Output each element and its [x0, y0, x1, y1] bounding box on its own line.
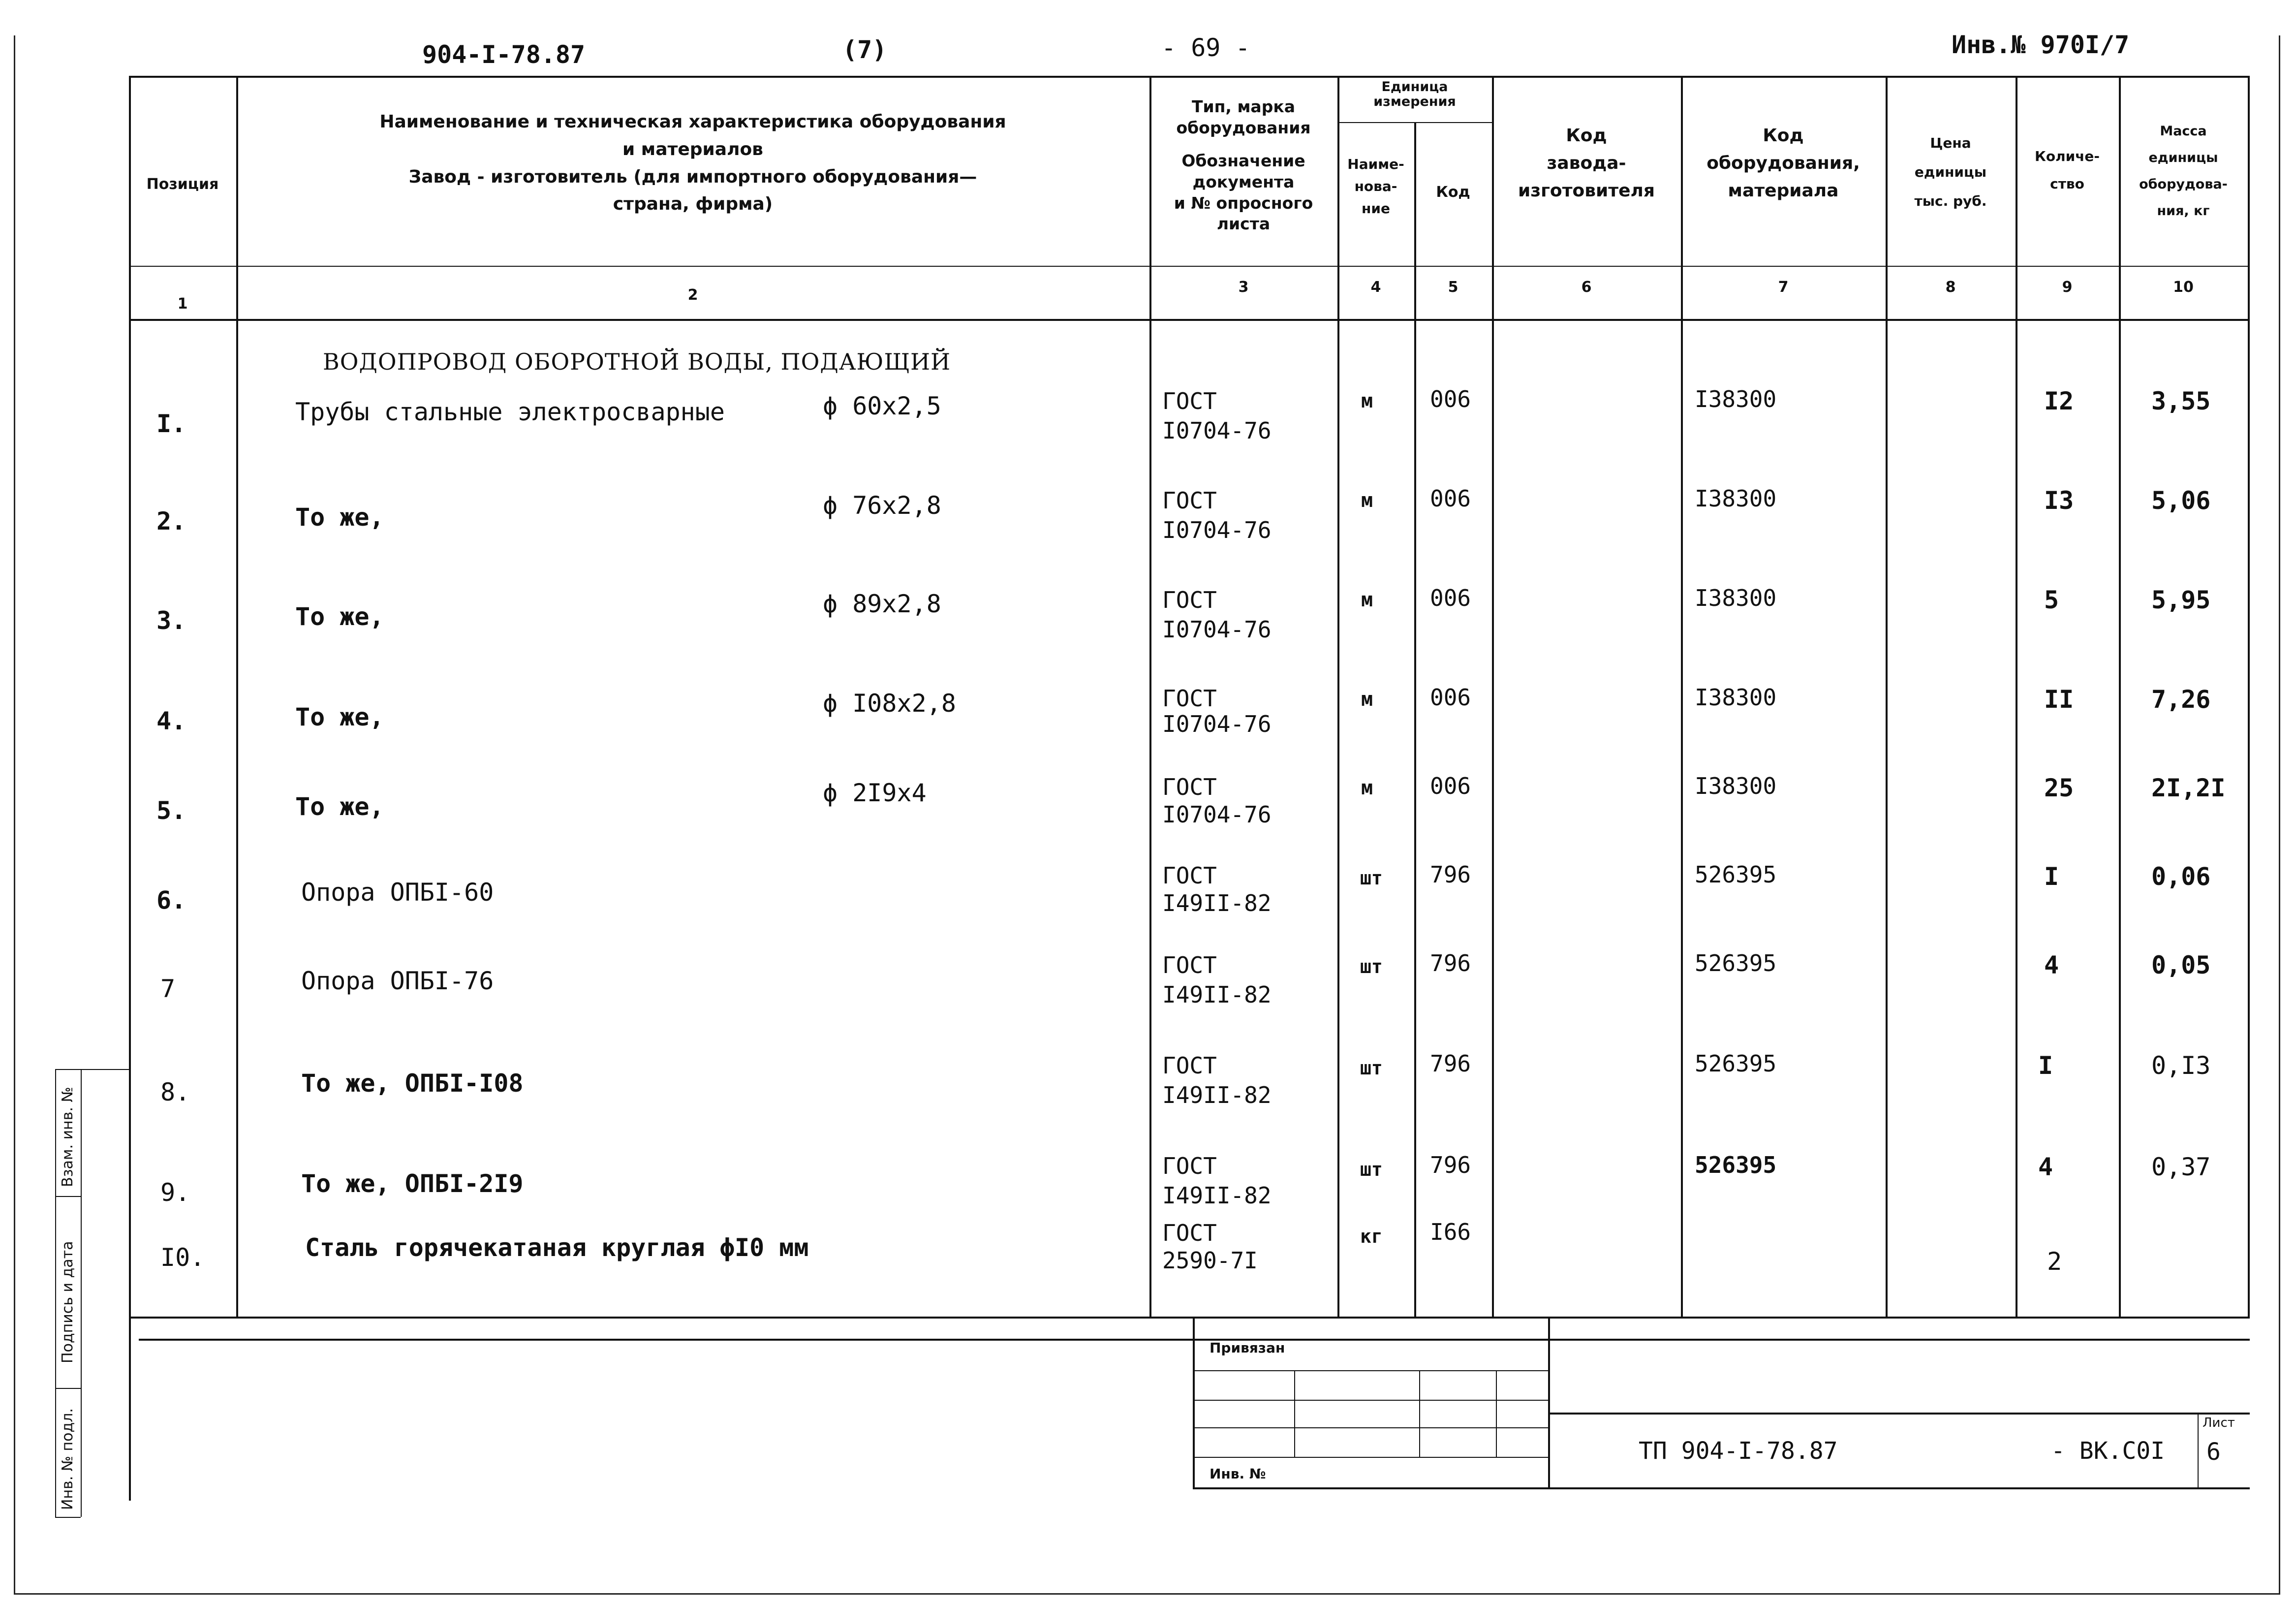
row-position: 4. — [156, 707, 186, 735]
doc-number-top-line — [1548, 1413, 2250, 1415]
row-equipment-code: 526395 — [1695, 1152, 1777, 1178]
row-unit: шт — [1360, 1057, 1383, 1079]
sheet-label: Лист — [2203, 1415, 2235, 1430]
row-quantity: 4 — [2044, 951, 2059, 979]
row-quantity: I2 — [2044, 387, 2074, 415]
row-unit-code: I66 — [1430, 1219, 1471, 1245]
row-name: То же, — [295, 503, 384, 532]
row-equipment-code: 526395 — [1695, 861, 1777, 888]
row-name: Опора ОПБI-76 — [301, 967, 494, 995]
row-equipment-code: I38300 — [1695, 684, 1777, 711]
row-quantity: 2 — [2047, 1247, 2062, 1276]
row-quantity: I3 — [2044, 486, 2074, 515]
row-unit-code: 796 — [1430, 950, 1471, 976]
row-unit-code: 796 — [1430, 1152, 1471, 1178]
row-unit: м — [1361, 489, 1373, 512]
row-doc-l2: I0704-76 — [1162, 616, 1272, 643]
row-doc-l1: ГОСТ — [1162, 952, 1217, 978]
row-mass: 2I,2I — [2151, 774, 2226, 802]
row-doc-l2: I0704-76 — [1162, 711, 1272, 737]
inv-no-label: Инв. № — [1210, 1466, 1266, 1482]
row-unit: кг — [1360, 1226, 1383, 1247]
col-divider-4 — [1414, 122, 1416, 1317]
header-price: Цена единицы тыс. руб. — [1914, 135, 1987, 209]
row-doc-l1: ГОСТ — [1162, 1220, 1217, 1246]
col-divider-7 — [1886, 76, 1888, 1317]
row-doc-l2: I49II-82 — [1162, 890, 1272, 916]
row-position: I. — [156, 409, 186, 438]
row-doc-l1: ГОСТ — [1162, 1153, 1217, 1179]
row-position: I0. — [160, 1243, 205, 1272]
row-position: 3. — [156, 606, 186, 635]
row-doc-l2: I0704-76 — [1162, 801, 1272, 828]
header-unit-name: Наиме- нова- ние — [1347, 156, 1404, 217]
row-equipment-code: 526395 — [1695, 1050, 1777, 1077]
stamp-line-4 — [1193, 1457, 1548, 1458]
table-bottom-line — [129, 1317, 2250, 1319]
row-name: То же, ОПБI-2I9 — [301, 1169, 524, 1198]
col-num-10: 10 — [2173, 279, 2194, 296]
col-num-8: 8 — [1945, 279, 1956, 296]
row-mass: 0,37 — [2151, 1153, 2211, 1181]
row-doc-l1: ГОСТ — [1162, 587, 1217, 613]
row-position: 2. — [156, 507, 186, 535]
stamp-line-3 — [1193, 1427, 1548, 1428]
col-num-3: 3 — [1238, 279, 1249, 296]
col-divider-9 — [2119, 76, 2121, 1317]
stamp-bottom-line — [1193, 1487, 1548, 1489]
document-number: ТП 904-I-78.87 — [1639, 1437, 1838, 1465]
col-divider-8 — [2016, 76, 2017, 1317]
row-unit: м — [1361, 589, 1373, 611]
row-unit-code: 006 — [1430, 386, 1471, 412]
row-mass: 7,26 — [2151, 685, 2211, 714]
row-name: Сталь горячекатаная круглая ϕI0 мм — [305, 1233, 809, 1262]
col-num-2: 2 — [687, 286, 698, 304]
row-unit: шт — [1360, 1159, 1383, 1180]
row-name: То же, ОПБI-I08 — [301, 1069, 524, 1098]
row-position: 7 — [160, 975, 176, 1003]
row-size: ϕ 76x2,8 — [823, 491, 941, 520]
header-unit: Единица измерения — [1373, 79, 1456, 109]
row-doc-l2: I49II-82 — [1162, 1182, 1272, 1209]
stamp-line-2 — [1193, 1400, 1548, 1401]
row-doc-l1: ГОСТ — [1162, 388, 1217, 414]
row-unit: шт — [1360, 867, 1383, 889]
row-doc-l2: I0704-76 — [1162, 417, 1272, 444]
privyazan-label: Привязан — [1210, 1340, 1285, 1356]
sheet-cell-border — [2198, 1413, 2199, 1487]
row-size: ϕ 2I9x4 — [823, 779, 927, 807]
row-position: 9. — [160, 1178, 190, 1207]
col-num-5: 5 — [1448, 279, 1458, 296]
side-left-border — [55, 1069, 56, 1517]
col-divider-3 — [1337, 76, 1339, 1317]
row-equipment-code: 526395 — [1695, 950, 1777, 976]
table-top-line — [129, 76, 2250, 78]
row-equipment-code: I38300 — [1695, 386, 1777, 412]
inventory-number: Инв.№ 970I/7 — [1952, 31, 2130, 59]
table-right-border — [2248, 76, 2250, 1317]
side-top-line — [55, 1069, 129, 1070]
row-unit: м — [1361, 777, 1373, 799]
row-unit-code: 006 — [1430, 485, 1471, 512]
stamp-col-2 — [1419, 1370, 1420, 1457]
sheet-number: 6 — [2206, 1438, 2221, 1466]
row-mass: 5,06 — [2151, 486, 2211, 515]
row-size: ϕ 89x2,8 — [823, 590, 941, 618]
row-mass: 3,55 — [2151, 387, 2211, 415]
page-number: - 69 - — [1161, 33, 1250, 62]
section-title: ВОДОПРОВОД ОБОРОТНОЙ ВОДЫ, ПОДАЮЩИЙ — [323, 348, 951, 375]
row-unit-code: 006 — [1430, 773, 1471, 799]
side-line-2 — [55, 1388, 81, 1389]
col-divider-5 — [1492, 76, 1494, 1317]
side-label-vzam: Взам. инв. № — [59, 1087, 76, 1187]
row-quantity: I — [2038, 1051, 2053, 1080]
document-suffix: - ВК.С0I — [2051, 1437, 2165, 1465]
row-mass: 5,95 — [2151, 586, 2211, 614]
row-doc-l2: 2590-7I — [1162, 1247, 1258, 1274]
row-quantity: II — [2044, 685, 2074, 714]
header-name: Наименование и техническая характеристика оборудования и материалов Завод - изготовитель (для импортного оборудования— страна, фирма) — [379, 112, 1006, 215]
header-position: Позиция — [146, 176, 219, 193]
row-unit-code: 006 — [1430, 684, 1471, 711]
side-label-inv-podl: Инв. № подл. — [59, 1408, 76, 1510]
row-unit: шт — [1360, 956, 1383, 977]
col-divider-1 — [236, 76, 238, 1317]
row-name: Опора ОПБI-60 — [301, 878, 494, 907]
row-quantity: 5 — [2044, 586, 2059, 614]
row-mass: 0,I3 — [2151, 1051, 2211, 1080]
row-doc-l1: ГОСТ — [1162, 487, 1217, 514]
col-divider-2 — [1149, 76, 1151, 1317]
row-doc-l2: I49II-82 — [1162, 1082, 1272, 1108]
row-doc-l1: ГОСТ — [1162, 774, 1217, 800]
doc-code-top: 904-I-78.87 — [422, 40, 586, 69]
row-name: То же, — [295, 703, 384, 731]
header-unit-code: Код — [1436, 184, 1470, 201]
doc-number-bottom-line — [1548, 1487, 2250, 1489]
row-doc-l2: I49II-82 — [1162, 981, 1272, 1008]
col-num-1: 1 — [177, 295, 188, 313]
header-equipment-code: Код оборудования, материала — [1706, 126, 1860, 201]
row-mass: 0,05 — [2151, 951, 2211, 979]
col-num-9: 9 — [2062, 279, 2073, 296]
row-doc-l2: I0704-76 — [1162, 517, 1272, 543]
header-mass: Масса единицы оборудова- ния, кг — [2139, 124, 2228, 219]
row-name: Трубы стальные электросварные — [295, 398, 725, 426]
row-size: ϕ I08x2,8 — [823, 689, 956, 718]
table-left-border — [129, 76, 131, 1501]
row-equipment-code: I38300 — [1695, 485, 1777, 512]
row-unit-code: 796 — [1430, 861, 1471, 888]
row-name: То же, — [295, 792, 384, 821]
row-equipment-code: I38300 — [1695, 585, 1777, 611]
stamp-col-1 — [1294, 1370, 1295, 1457]
col-num-4: 4 — [1370, 279, 1381, 296]
col-divider-6 — [1681, 76, 1683, 1317]
header-factory-code: Код завода- изготовителя — [1518, 126, 1655, 201]
col-num-7: 7 — [1778, 279, 1789, 296]
row-doc-l1: ГОСТ — [1162, 862, 1217, 889]
stamp-col-3 — [1496, 1370, 1497, 1457]
row-mass: 0,06 — [2151, 862, 2211, 891]
row-doc-l1: ГОСТ — [1162, 685, 1217, 712]
row-size: ϕ 60x2,5 — [823, 392, 941, 420]
row-equipment-code: I38300 — [1695, 773, 1777, 799]
header-divider — [129, 266, 2250, 267]
stamp-right-border — [1548, 1317, 1550, 1489]
col-num-6: 6 — [1581, 279, 1592, 296]
row-position: 5. — [156, 796, 186, 825]
row-name: То же, — [295, 602, 384, 631]
row-quantity: 4 — [2038, 1153, 2053, 1181]
row-position: 8. — [160, 1078, 190, 1106]
sheet-paren: (7) — [842, 35, 887, 64]
row-position: 6. — [156, 886, 186, 914]
row-unit: м — [1361, 688, 1373, 711]
header-quantity: Количе- ство — [2034, 148, 2100, 192]
header-type: Тип, марка оборудования Обозначение документа и № опросного листа — [1174, 97, 1313, 234]
stamp-line-1 — [1193, 1370, 1548, 1371]
col-number-divider — [129, 319, 2250, 321]
row-unit-code: 006 — [1430, 585, 1471, 611]
row-quantity: 25 — [2044, 774, 2074, 802]
row-quantity: I — [2044, 862, 2059, 891]
side-right-border — [81, 1069, 82, 1517]
row-doc-l1: ГОСТ — [1162, 1052, 1217, 1079]
side-line-1 — [55, 1196, 81, 1197]
side-label-podpis: Подпись и дата — [59, 1241, 76, 1363]
row-unit: м — [1361, 390, 1373, 412]
stamp-left-border — [1193, 1317, 1195, 1489]
row-unit-code: 796 — [1430, 1050, 1471, 1077]
side-bottom-line — [55, 1517, 81, 1518]
